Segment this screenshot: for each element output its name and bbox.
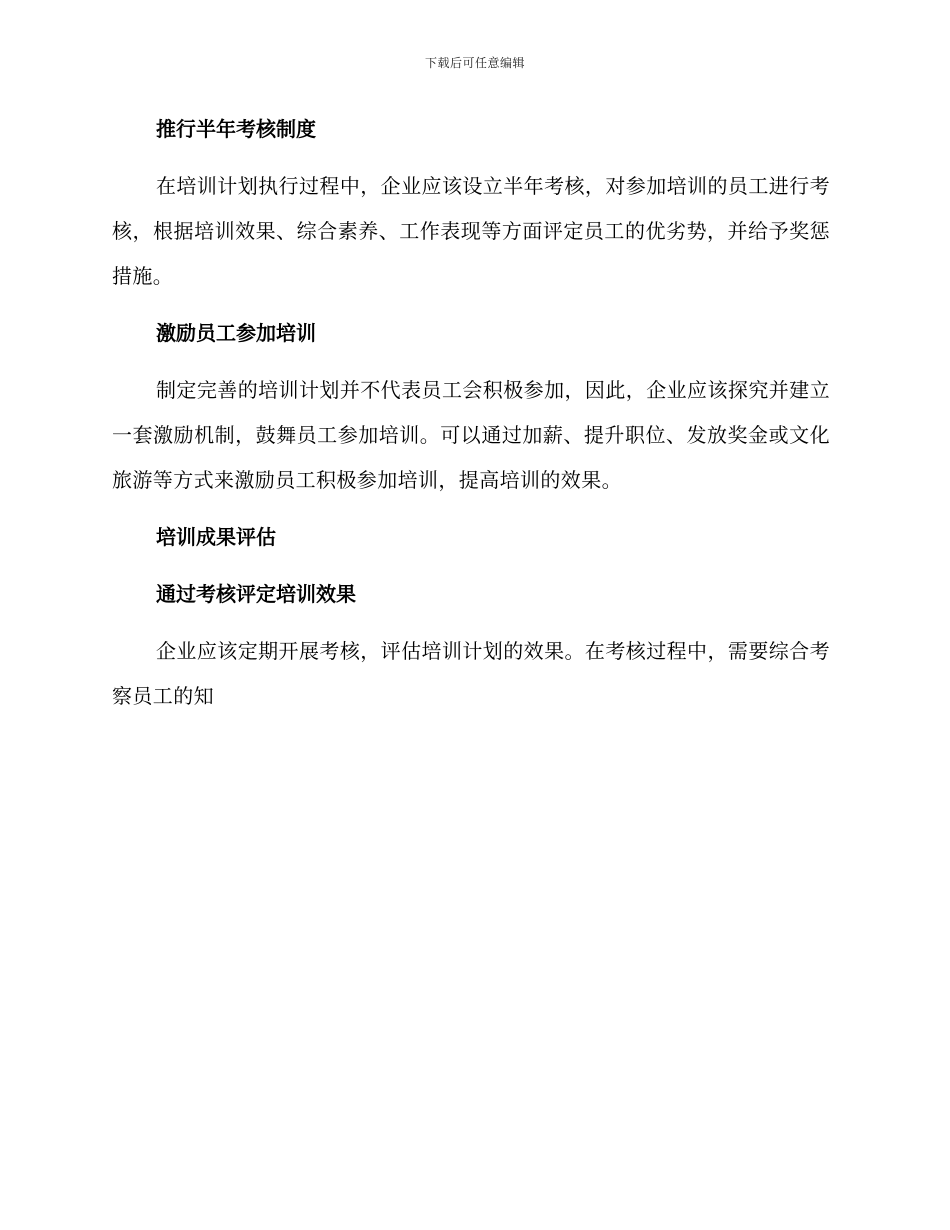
body-paragraph: 在培训计划执行过程中，企业应该设立半年考核，对参加培训的员工进行考核，根据培训效果、综合素养、工作表现等方面评定员工的优劣势，并给予奖惩措施。: [112, 174, 830, 288]
section-heading: 激励员工参加培训: [156, 321, 316, 345]
section-heading: 培训成果评估: [156, 525, 276, 549]
subsection-heading: 通过考核评定培训效果: [156, 582, 356, 606]
page-header: 下载后可任意编辑: [424, 56, 525, 70]
body-paragraph: 企业应该定期开展考核，评估培训计划的效果。在考核过程中，需要综合考察员工的知: [112, 639, 830, 708]
document-body: [112, 107, 830, 731]
section-heading: 推行半年考核制度: [156, 117, 316, 141]
body-paragraph: 制定完善的培训计划并不代表员工会积极参加，因此，企业应该探究并建立一套激励机制，鼓舞员工参加培训。可以通过加薪、提升职位、发放奖金或文化旅游等方式来激励员工积极参加培训，提高培训的效果。: [112, 378, 830, 492]
